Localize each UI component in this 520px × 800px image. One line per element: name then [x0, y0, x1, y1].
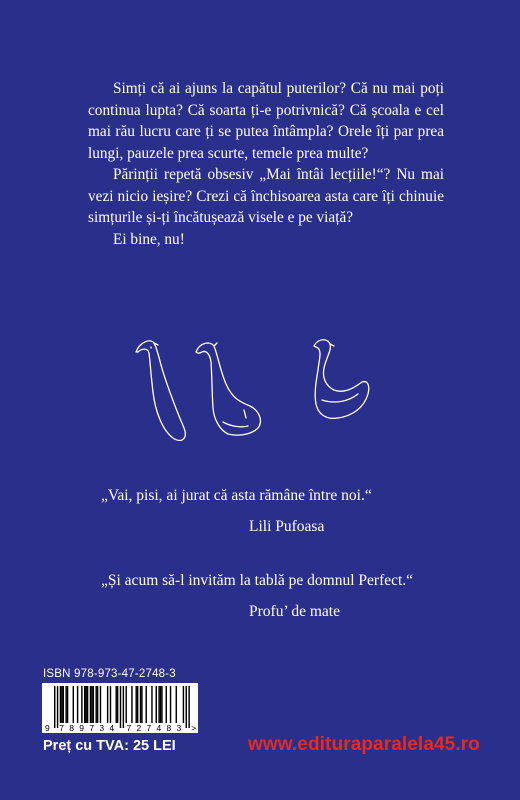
barcode-bar — [160, 686, 161, 723]
barcode-bar — [186, 686, 187, 728]
barcode-bar — [61, 686, 62, 723]
barcode-bar — [95, 686, 96, 723]
barcode-digit: 9 — [79, 723, 85, 733]
blurb-paragraph-1: Simți că ai ajuns la capătul puterilor? Că nu mai poți continua lupta? Că soarta ți-e potrivnică? Că școala e cel mai rău lucru care ți se putea întâmpla? Orele îți par prea lungi, pauzele prea scurte, temele prea multe? — [88, 80, 444, 162]
barcode-bar — [65, 686, 66, 723]
barcode-bar — [107, 686, 108, 723]
barcode-bar — [117, 686, 118, 723]
swans-illustration — [128, 330, 398, 450]
barcode-bar — [131, 686, 132, 723]
blurb-paragraph-2: Părinții repetă obsesiv „Mai întâi lecțiile!“? Nu mai vezi nicio ieșire? Crezi că închisoarea asta care îți chinuie simțurile și-ți încătușează visele e pe viață? — [88, 166, 444, 226]
barcode-bar — [77, 686, 78, 723]
barcode-bar — [141, 686, 142, 723]
barcode-bar — [140, 686, 141, 723]
quote-profu — [101, 571, 481, 622]
barcode-bar — [73, 686, 74, 723]
barcode-digit: 2 — [136, 723, 142, 733]
barcode-bar — [91, 686, 92, 723]
barcode-bar — [166, 686, 167, 723]
barcode-bar — [156, 686, 157, 723]
barcode-digit: 7 — [126, 723, 132, 733]
barcode-bar — [84, 686, 85, 723]
barcode-bar — [67, 686, 68, 723]
quote-text: „Vai, pisi, ai jurat că asta rămâne între noi.“ — [101, 487, 372, 504]
barcode-bar — [183, 686, 184, 723]
barcode-icon — [42, 683, 198, 733]
barcode-digit: 4 — [109, 723, 115, 733]
barcode-bar — [146, 686, 147, 723]
barcode-bar — [54, 686, 55, 728]
barcode-digit: 4 — [156, 723, 162, 733]
barcode-digit: 7 — [59, 723, 65, 733]
barcode-bar — [136, 686, 137, 723]
barcode-bar — [137, 686, 138, 723]
barcode-bar — [161, 686, 162, 723]
swan-3-icon — [314, 340, 369, 419]
barcode-digit: 7 — [146, 723, 152, 733]
barcode-bar — [123, 686, 124, 728]
barcode-digit: 7 — [89, 723, 95, 733]
price-label: Preț cu TVA: 25 LEI — [43, 738, 176, 754]
barcode-bar — [85, 686, 86, 723]
quote-author: Lili Pufoasa — [249, 518, 325, 535]
barcode-bar — [81, 686, 82, 723]
quote-lili — [101, 486, 481, 537]
barcode — [42, 683, 198, 733]
barcode-digit: 8 — [69, 723, 75, 733]
barcode-bar — [158, 686, 159, 723]
barcode-bar — [57, 686, 58, 728]
barcode-digit: 8 — [166, 723, 172, 733]
barcode-bar — [126, 686, 127, 723]
quote-text: „Și acum să-l invităm la tablă pe domnul Perfect.“ — [101, 572, 414, 589]
swan-1-icon — [136, 341, 185, 441]
barcode-digit: > — [191, 723, 197, 733]
barcode-digit: 3 — [176, 723, 182, 733]
barcode-bar — [188, 686, 189, 728]
barcode-bar — [151, 686, 152, 723]
publisher-website[interactable]: www.edituraparalela45.ro — [248, 734, 480, 755]
barcode-bar — [97, 686, 98, 723]
isbn-label: ISBN 978-973-47-2748-3 — [43, 668, 176, 680]
barcode-bar — [115, 686, 116, 723]
barcode-digit: 9 — [45, 723, 50, 733]
swan-2-icon — [196, 343, 260, 435]
barcode-bar — [100, 686, 101, 723]
barcode-bar — [87, 686, 88, 723]
blurb-paragraph-3: Ei bine, nu! — [113, 230, 185, 248]
barcode-bar — [176, 686, 177, 723]
quote-author: Profu’ de mate — [249, 603, 340, 620]
barcode-bar — [93, 686, 94, 723]
barcode-bar — [60, 686, 61, 723]
barcode-bar — [110, 686, 111, 723]
back-cover-blurb — [88, 78, 444, 250]
barcode-bar — [170, 686, 171, 723]
barcode-bar — [63, 686, 64, 723]
barcode-digit: 3 — [99, 723, 105, 733]
barcode-bar — [90, 686, 91, 723]
barcode-bar — [120, 686, 121, 728]
